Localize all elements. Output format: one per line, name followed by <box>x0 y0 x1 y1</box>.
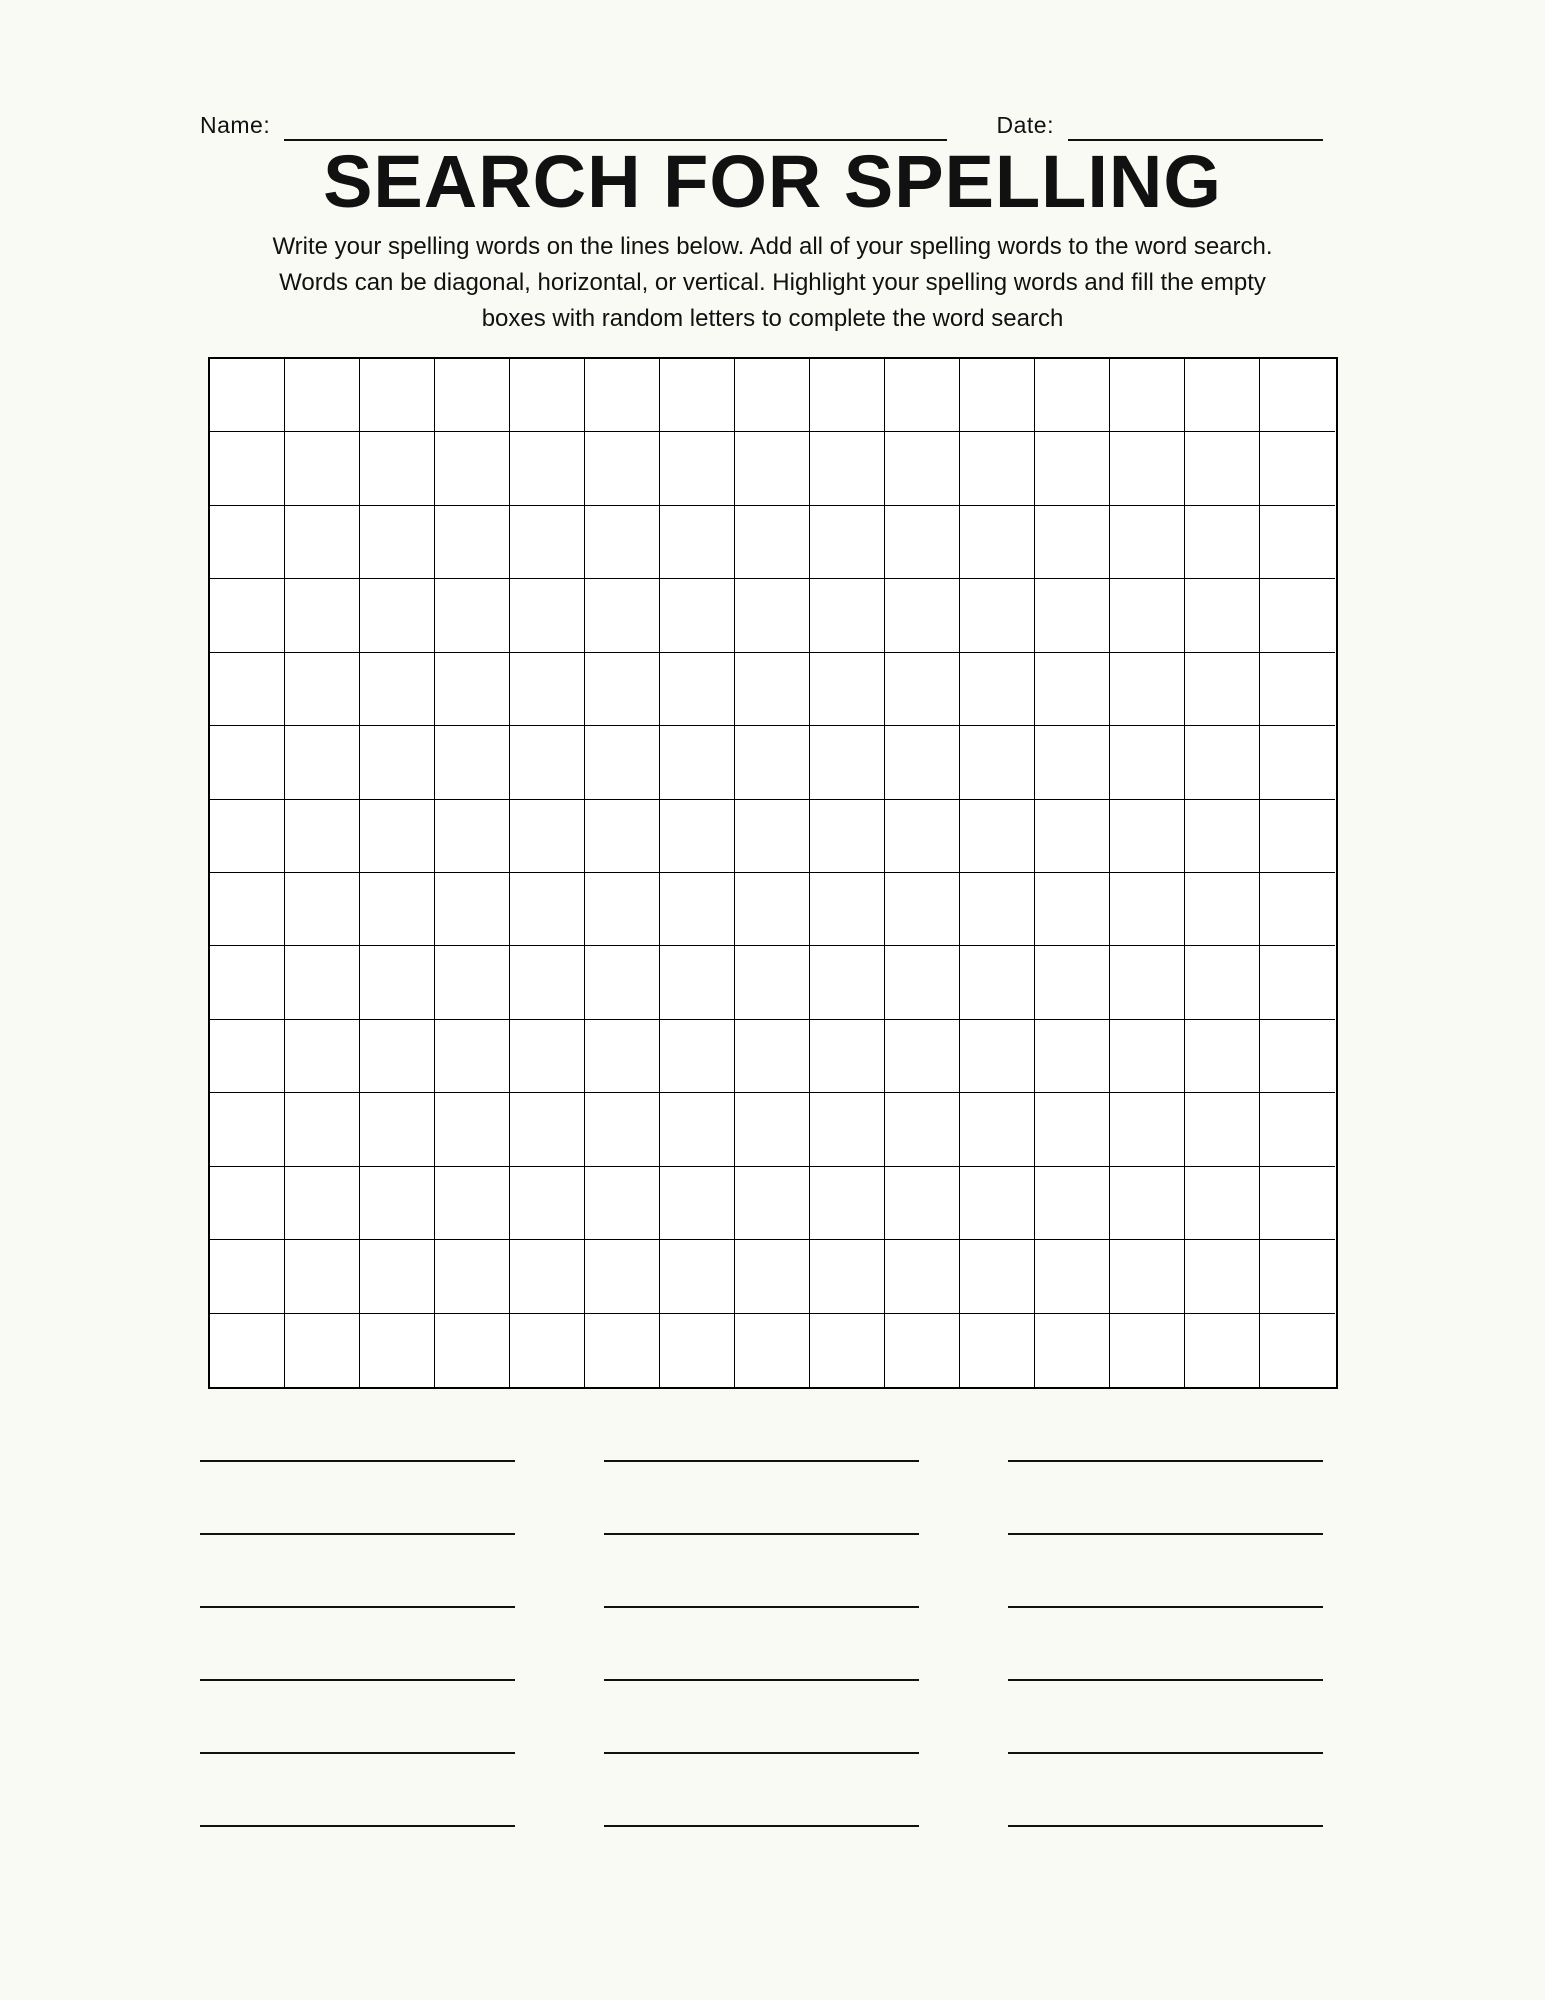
grid-cell[interactable] <box>810 1167 885 1240</box>
grid-cell[interactable] <box>735 800 810 873</box>
grid-cell[interactable] <box>735 432 810 505</box>
grid-cell[interactable] <box>960 506 1035 579</box>
grid-cell[interactable] <box>1260 726 1335 799</box>
grid-cell[interactable] <box>885 800 960 873</box>
word-line[interactable] <box>604 1535 919 1608</box>
grid-cell[interactable] <box>585 579 660 652</box>
grid-cell[interactable] <box>285 506 360 579</box>
grid-cell[interactable] <box>735 1020 810 1093</box>
grid-cell[interactable] <box>1185 1167 1260 1240</box>
grid-cell[interactable] <box>210 579 285 652</box>
grid-cell[interactable] <box>960 1093 1035 1166</box>
grid-cell[interactable] <box>360 800 435 873</box>
date-line[interactable] <box>1068 115 1323 141</box>
grid-cell[interactable] <box>285 873 360 946</box>
grid-cell[interactable] <box>510 800 585 873</box>
grid-cell[interactable] <box>1185 873 1260 946</box>
grid-cell[interactable] <box>210 506 285 579</box>
grid-cell[interactable] <box>1260 800 1335 873</box>
grid-cell[interactable] <box>285 359 360 432</box>
grid-cell[interactable] <box>360 432 435 505</box>
grid-cell[interactable] <box>885 1314 960 1387</box>
instructions-line: Write your spelling words on the lines below. Add all of your spelling words to the word search. <box>272 233 1273 260</box>
grid-cell[interactable] <box>1035 873 1110 946</box>
word-line[interactable] <box>604 1754 919 1827</box>
grid-cell[interactable] <box>435 579 510 652</box>
grid-cell[interactable] <box>660 946 735 1019</box>
grid-cell[interactable] <box>1035 653 1110 726</box>
grid-cell[interactable] <box>1110 432 1185 505</box>
word-line[interactable] <box>200 1389 515 1462</box>
grid-cell[interactable] <box>1185 579 1260 652</box>
grid-cell[interactable] <box>360 1167 435 1240</box>
grid-cell[interactable] <box>1035 1167 1110 1240</box>
date-label: Date: <box>996 112 1054 138</box>
grid-cell[interactable] <box>1110 1093 1185 1166</box>
grid-cell[interactable] <box>735 359 810 432</box>
grid-cell[interactable] <box>585 506 660 579</box>
grid-cell[interactable] <box>735 1167 810 1240</box>
grid-cell[interactable] <box>1185 1314 1260 1387</box>
grid-cell[interactable] <box>285 432 360 505</box>
grid-cell[interactable] <box>885 653 960 726</box>
word-line-column <box>604 1389 919 1827</box>
grid-cell[interactable] <box>1110 1167 1185 1240</box>
grid-cell[interactable] <box>360 1240 435 1313</box>
grid-cell[interactable] <box>735 726 810 799</box>
grid-cell[interactable] <box>210 432 285 505</box>
grid-cell[interactable] <box>285 946 360 1019</box>
grid-cell[interactable] <box>810 359 885 432</box>
grid-cell[interactable] <box>1035 506 1110 579</box>
grid-cell[interactable] <box>810 1314 885 1387</box>
grid-cell[interactable] <box>810 432 885 505</box>
grid-cell[interactable] <box>960 1167 1035 1240</box>
instructions-line: boxes with random letters to complete the word search <box>481 305 1064 332</box>
grid-cell[interactable] <box>1110 873 1185 946</box>
grid-cell[interactable] <box>1035 726 1110 799</box>
grid-cell[interactable] <box>1260 359 1335 432</box>
grid-cell[interactable] <box>435 873 510 946</box>
grid-cell[interactable] <box>1035 946 1110 1019</box>
word-line[interactable] <box>1008 1608 1323 1681</box>
grid-cell[interactable] <box>1035 1020 1110 1093</box>
grid-cell[interactable] <box>510 946 585 1019</box>
word-line[interactable] <box>200 1535 515 1608</box>
grid-cell[interactable] <box>885 1167 960 1240</box>
grid-cell[interactable] <box>585 1020 660 1093</box>
name-line[interactable] <box>284 115 946 141</box>
grid-cell[interactable] <box>810 579 885 652</box>
word-line[interactable] <box>604 1608 919 1681</box>
grid-cell[interactable] <box>210 800 285 873</box>
grid-cell[interactable] <box>960 653 1035 726</box>
word-lines-section <box>0 1389 1545 1827</box>
grid-cell[interactable] <box>735 1240 810 1313</box>
grid-cell[interactable] <box>435 506 510 579</box>
grid-cell[interactable] <box>210 873 285 946</box>
word-line[interactable] <box>200 1681 515 1754</box>
grid-cell[interactable] <box>1185 800 1260 873</box>
grid-cell[interactable] <box>1110 579 1185 652</box>
grid-cell[interactable] <box>660 432 735 505</box>
grid-cell[interactable] <box>960 359 1035 432</box>
grid-cell[interactable] <box>885 946 960 1019</box>
grid-cell[interactable] <box>1185 1093 1260 1166</box>
grid-cell[interactable] <box>1185 1020 1260 1093</box>
grid-cell[interactable] <box>585 726 660 799</box>
grid-cell[interactable] <box>1185 432 1260 505</box>
grid-cell[interactable] <box>435 432 510 505</box>
grid-cell[interactable] <box>435 1167 510 1240</box>
grid-cell[interactable] <box>1260 1020 1335 1093</box>
grid-cell[interactable] <box>285 1093 360 1166</box>
word-line[interactable] <box>1008 1535 1323 1608</box>
grid-cell[interactable] <box>1110 1240 1185 1313</box>
grid-cell[interactable] <box>360 1314 435 1387</box>
grid-cell[interactable] <box>960 800 1035 873</box>
grid-cell[interactable] <box>435 1240 510 1313</box>
grid-cell[interactable] <box>1185 359 1260 432</box>
grid-cell[interactable] <box>360 726 435 799</box>
grid-cell[interactable] <box>960 1240 1035 1313</box>
grid-cell[interactable] <box>210 1093 285 1166</box>
grid-cell[interactable] <box>435 653 510 726</box>
grid-cell[interactable] <box>1185 1240 1260 1313</box>
grid-cell[interactable] <box>510 1167 585 1240</box>
grid-cell[interactable] <box>1110 359 1185 432</box>
grid-cell[interactable] <box>960 1314 1035 1387</box>
grid-cell[interactable] <box>585 946 660 1019</box>
word-line[interactable] <box>604 1462 919 1535</box>
grid-cell[interactable] <box>885 873 960 946</box>
grid-cell[interactable] <box>960 726 1035 799</box>
grid-cell[interactable] <box>810 653 885 726</box>
grid-cell[interactable] <box>1035 579 1110 652</box>
grid-cell[interactable] <box>1260 1093 1335 1166</box>
grid-cell[interactable] <box>210 1240 285 1313</box>
word-line[interactable] <box>604 1389 919 1462</box>
grid-cell[interactable] <box>1035 800 1110 873</box>
grid-cell[interactable] <box>510 506 585 579</box>
word-line[interactable] <box>200 1754 515 1827</box>
grid-cell[interactable] <box>360 1093 435 1166</box>
grid-cell[interactable] <box>210 946 285 1019</box>
page-title: SEARCH FOR SPELLING <box>323 140 1222 223</box>
grid-cell[interactable] <box>435 1093 510 1166</box>
grid-cell[interactable] <box>810 800 885 873</box>
grid-cell[interactable] <box>210 1167 285 1240</box>
grid-cell[interactable] <box>1110 506 1185 579</box>
grid-cell[interactable] <box>210 653 285 726</box>
grid-cell[interactable] <box>735 506 810 579</box>
grid-cell[interactable] <box>360 1020 435 1093</box>
grid-cell[interactable] <box>285 800 360 873</box>
grid-cell[interactable] <box>510 873 585 946</box>
grid-cell[interactable] <box>1260 653 1335 726</box>
grid-cell[interactable] <box>285 1240 360 1313</box>
name-label: Name: <box>200 112 271 138</box>
grid-cell[interactable] <box>1185 726 1260 799</box>
grid-cell[interactable] <box>510 1093 585 1166</box>
grid-cell[interactable] <box>735 1314 810 1387</box>
grid-cell[interactable] <box>1035 432 1110 505</box>
grid-cell[interactable] <box>435 946 510 1019</box>
word-line[interactable] <box>200 1462 515 1535</box>
grid-cell[interactable] <box>1260 432 1335 505</box>
grid-cell[interactable] <box>885 506 960 579</box>
grid-cell[interactable] <box>285 653 360 726</box>
instructions <box>0 229 1545 337</box>
grid-cell[interactable] <box>510 579 585 652</box>
grid-cell[interactable] <box>660 1020 735 1093</box>
grid-cell[interactable] <box>585 1167 660 1240</box>
grid-cell[interactable] <box>585 1093 660 1166</box>
grid-cell[interactable] <box>360 506 435 579</box>
grid-cell[interactable] <box>360 579 435 652</box>
word-line[interactable] <box>1008 1462 1323 1535</box>
grid-cell[interactable] <box>810 506 885 579</box>
grid-cell[interactable] <box>660 800 735 873</box>
header <box>0 0 1545 141</box>
grid-cell[interactable] <box>1260 1314 1335 1387</box>
grid-cell[interactable] <box>660 506 735 579</box>
grid-cell[interactable] <box>435 359 510 432</box>
grid-cell[interactable] <box>1185 946 1260 1019</box>
word-line-column <box>200 1389 515 1827</box>
grid-cell[interactable] <box>660 579 735 652</box>
grid-cell[interactable] <box>960 873 1035 946</box>
grid-cell[interactable] <box>1110 1020 1185 1093</box>
grid-cell[interactable] <box>435 1020 510 1093</box>
grid-cell[interactable] <box>735 579 810 652</box>
grid-cell[interactable] <box>585 1314 660 1387</box>
word-search-grid <box>208 357 1338 1389</box>
grid-cell[interactable] <box>510 359 585 432</box>
grid-cell[interactable] <box>360 946 435 1019</box>
word-line[interactable] <box>1008 1389 1323 1462</box>
grid-cell[interactable] <box>285 579 360 652</box>
grid-cell[interactable] <box>810 1240 885 1313</box>
word-line[interactable] <box>1008 1681 1323 1754</box>
grid-cell[interactable] <box>510 1020 585 1093</box>
grid-cell[interactable] <box>210 359 285 432</box>
grid-cell[interactable] <box>1110 800 1185 873</box>
grid-cell[interactable] <box>960 432 1035 505</box>
grid-cell[interactable] <box>585 432 660 505</box>
grid-cell[interactable] <box>435 726 510 799</box>
grid-cell[interactable] <box>285 726 360 799</box>
grid-cell[interactable] <box>285 1020 360 1093</box>
grid-cell[interactable] <box>210 1314 285 1387</box>
grid-cell[interactable] <box>510 432 585 505</box>
grid-cell[interactable] <box>1110 1314 1185 1387</box>
word-line-column <box>1008 1389 1323 1827</box>
grid-cell[interactable] <box>1110 946 1185 1019</box>
grid-cell[interactable] <box>885 1240 960 1313</box>
grid-cell[interactable] <box>285 1314 360 1387</box>
grid-cell[interactable] <box>660 653 735 726</box>
grid-cell[interactable] <box>960 1020 1035 1093</box>
grid-cell[interactable] <box>1260 506 1335 579</box>
grid-cell[interactable] <box>960 579 1035 652</box>
grid-cell[interactable] <box>885 726 960 799</box>
grid-cell[interactable] <box>660 359 735 432</box>
grid-cell[interactable] <box>360 653 435 726</box>
grid-cell[interactable] <box>285 1167 360 1240</box>
grid-cell[interactable] <box>660 726 735 799</box>
grid-cell[interactable] <box>585 873 660 946</box>
grid-cell[interactable] <box>885 1093 960 1166</box>
grid-cell[interactable] <box>660 1314 735 1387</box>
grid-cell[interactable] <box>810 1093 885 1166</box>
grid-cell[interactable] <box>1110 726 1185 799</box>
grid-cell[interactable] <box>585 359 660 432</box>
grid-cell[interactable] <box>1260 579 1335 652</box>
grid-cell[interactable] <box>1110 653 1185 726</box>
grid-cell[interactable] <box>435 800 510 873</box>
grid-cell[interactable] <box>1185 506 1260 579</box>
grid-cell[interactable] <box>1035 359 1110 432</box>
grid-cell[interactable] <box>435 1314 510 1387</box>
grid-cell[interactable] <box>660 1240 735 1313</box>
grid-cell[interactable] <box>360 359 435 432</box>
word-line[interactable] <box>200 1608 515 1681</box>
grid-cell[interactable] <box>735 946 810 1019</box>
grid-cell[interactable] <box>510 726 585 799</box>
grid-cell[interactable] <box>510 1314 585 1387</box>
grid-cell[interactable] <box>660 873 735 946</box>
grid-cell[interactable] <box>885 1020 960 1093</box>
grid-cell[interactable] <box>810 726 885 799</box>
grid-cell[interactable] <box>810 946 885 1019</box>
grid-cell[interactable] <box>735 1093 810 1166</box>
grid-cell[interactable] <box>360 873 435 946</box>
grid-cell[interactable] <box>585 653 660 726</box>
grid-cell[interactable] <box>510 653 585 726</box>
grid-cell[interactable] <box>210 726 285 799</box>
instructions-line: Words can be diagonal, horizontal, or vertical. Highlight your spelling words and fill the empty <box>279 269 1266 296</box>
grid-cell[interactable] <box>660 1167 735 1240</box>
grid-cell[interactable] <box>735 653 810 726</box>
grid-cell[interactable] <box>960 946 1035 1019</box>
word-line[interactable] <box>1008 1754 1323 1827</box>
grid-cell[interactable] <box>810 1020 885 1093</box>
grid-cell[interactable] <box>885 579 960 652</box>
grid-cell[interactable] <box>810 873 885 946</box>
grid-cell[interactable] <box>660 1093 735 1166</box>
grid-cell[interactable] <box>1260 1240 1335 1313</box>
grid-cell[interactable] <box>1260 946 1335 1019</box>
grid-cell[interactable] <box>210 1020 285 1093</box>
grid-cell[interactable] <box>885 432 960 505</box>
grid-cell[interactable] <box>1035 1240 1110 1313</box>
grid-cell[interactable] <box>1185 653 1260 726</box>
grid-cell[interactable] <box>585 1240 660 1313</box>
grid-cell[interactable] <box>1035 1314 1110 1387</box>
grid-cell[interactable] <box>1260 1167 1335 1240</box>
grid-cell[interactable] <box>585 800 660 873</box>
word-line[interactable] <box>604 1681 919 1754</box>
grid-cell[interactable] <box>510 1240 585 1313</box>
grid-cell[interactable] <box>885 359 960 432</box>
grid-cell[interactable] <box>1260 873 1335 946</box>
grid-cell[interactable] <box>1035 1093 1110 1166</box>
grid-cell[interactable] <box>735 873 810 946</box>
